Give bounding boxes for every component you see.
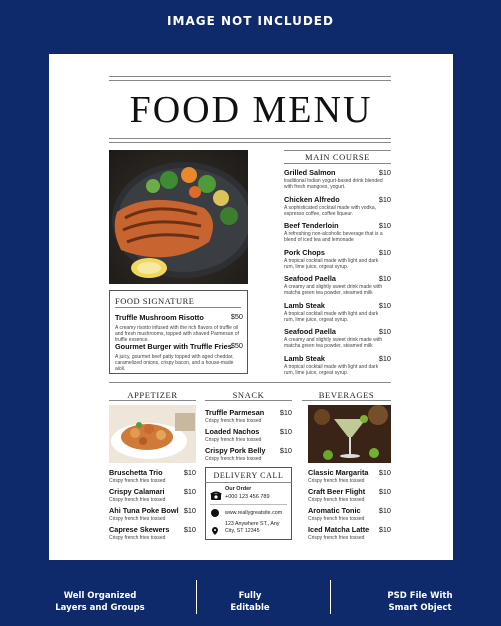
signature-item-name: Truffle Mushroom Risotto xyxy=(115,313,204,322)
snack-item-name: Loaded Nachos xyxy=(205,427,260,436)
appetizer-item-price: $10 xyxy=(183,506,196,515)
footer-divider xyxy=(330,580,331,614)
beverages-item-desc: Crispy french fries tossed xyxy=(308,497,365,503)
main_course-item-price: $10 xyxy=(378,194,391,204)
appetizer-item-price: $10 xyxy=(183,487,196,496)
main_course-item-desc: A refreshing non-alcoholic beverage that is a blend of iced tea and lemonade xyxy=(284,231,383,243)
location-pin-icon xyxy=(212,522,218,530)
delivery-heading: DELIVERY CALL xyxy=(213,471,284,480)
main_course-item-name: Beef Tenderloin xyxy=(284,221,339,230)
snack-heading: SNACK xyxy=(232,390,265,400)
snack-item-price: $10 xyxy=(279,408,292,417)
appetizer-heading: APPETIZER xyxy=(127,390,178,400)
globe-icon xyxy=(211,509,219,517)
appetizer-item-desc: Crispy french fries tossed xyxy=(109,478,166,484)
food-signature-heading: FOOD SIGNATURE xyxy=(115,296,195,306)
menu-title: FOOD MENU xyxy=(129,89,373,131)
main-course-rule-2 xyxy=(284,163,391,164)
appetizer-item-desc: Crispy french fries tossed xyxy=(109,497,166,503)
delivery-rule xyxy=(205,482,292,483)
menu-sheet xyxy=(49,54,453,560)
main_course-item-desc: A tropical cocktail made with light and dark rum, lime juice, orgeat syrup. xyxy=(284,257,379,270)
appetizer-item-name: Bruschetta Trio xyxy=(109,468,163,477)
main_course-item-price: $10 xyxy=(378,168,391,177)
footer-psd: PSD File With Smart Object xyxy=(387,591,453,613)
beverages-item-price: $10 xyxy=(378,506,391,515)
signature-rule xyxy=(115,307,241,308)
beverages-item-name: Classic Margarita xyxy=(308,468,369,477)
appetizer-item-desc: Crispy french fries tossed xyxy=(109,535,166,541)
salmon-photo xyxy=(109,150,248,284)
main_course-item-desc: A tropical cocktail made with light and dark rum, lime juice, orgeat syrup. xyxy=(284,363,379,376)
signature-item-name: Gourmet Burger with Truffle Fries xyxy=(115,342,232,351)
footer-editable: Fully Editable xyxy=(230,591,270,613)
snack-item-name: Crispy Pork Belly xyxy=(205,446,266,455)
appetizer-item-name: Ahi Tuna Poke Bowl xyxy=(109,506,179,515)
beverages-item-name: Craft Beer Flight xyxy=(308,487,366,496)
beverages-item-price: $10 xyxy=(378,487,391,496)
appetizer-item-price: $10 xyxy=(183,468,196,477)
delivery-divider xyxy=(210,504,287,505)
appetizer-item-name: Caprese Skewers xyxy=(109,525,170,534)
main_course-item-price: $10 xyxy=(378,274,391,283)
title-rule xyxy=(109,138,391,139)
lower-rule xyxy=(109,382,391,383)
main_course-item-desc: traditional Indian yogurt-based drink blended with fresh mangoes, yogurt. xyxy=(284,178,383,190)
phone-icon xyxy=(210,488,222,499)
appetizer-item-name: Crispy Calamari xyxy=(109,487,165,496)
beverages-item-name: Iced Matcha Latte xyxy=(308,525,370,534)
appetizer-item-price: $10 xyxy=(183,525,196,534)
appetizer-rule xyxy=(109,400,196,401)
main_course-item-price: $10 xyxy=(378,353,391,363)
signature-item-price: $50 xyxy=(230,341,243,350)
beverages-item-desc: Crispy french fries tossed xyxy=(308,535,365,541)
main_course-item-desc: A creamy and slightly sweet drink made with matcha green tea powder, steamed milk xyxy=(284,284,383,296)
main_course-item-name: Pork Chops xyxy=(284,247,325,257)
main_course-item-price: $10 xyxy=(378,221,391,230)
main_course-item-name: Grilled Salmon xyxy=(284,168,336,177)
main_course-item-price: $10 xyxy=(378,300,391,310)
image-not-included-banner: IMAGE NOT INCLUDED xyxy=(167,14,334,28)
beverages-rule xyxy=(302,400,391,401)
main_course-item-name: Lamb Steak xyxy=(284,353,325,363)
main_course-item-desc: A creamy and slightly sweet drink made with matcha green tea powder, steamed milk xyxy=(284,337,383,349)
top-rule-2 xyxy=(109,80,391,81)
snack-item-price: $10 xyxy=(279,427,292,436)
beverages-item-name: Aromatic Tonic xyxy=(308,506,361,515)
main-course-heading: MAIN COURSE xyxy=(305,152,370,162)
beverages-heading: BEVERAGES xyxy=(318,390,375,400)
website-link[interactable]: www.reallygreatsite.com xyxy=(225,510,283,516)
top-rule xyxy=(109,76,391,77)
title-rule-2 xyxy=(109,142,391,143)
signature-item-price: $50 xyxy=(230,312,243,321)
appetizer-item-desc: Crispy french fries tossed xyxy=(109,516,166,522)
snack-item-desc: Crispy french fries tossed xyxy=(205,456,262,462)
snack-item-price: $10 xyxy=(279,446,292,455)
snack-item-desc: Crispy french fries tossed xyxy=(205,418,262,424)
main_course-item-name: Seafood Paella xyxy=(284,274,336,283)
beverage-photo xyxy=(308,405,391,463)
main-course-rule xyxy=(284,150,391,151)
appetizer-photo xyxy=(109,405,196,463)
phone-number[interactable]: +000 123 456 789 xyxy=(225,494,270,500)
main_course-item-name: Chicken Alfredo xyxy=(284,194,340,204)
main_course-item-name: Lamb Steak xyxy=(284,300,325,310)
beverages-item-price: $10 xyxy=(378,525,391,534)
main_course-item-desc: A sophisticated cocktail made with vodka, espresso coffee, coffee liqueur. xyxy=(284,204,376,217)
main_course-item-name: Seafood Paella xyxy=(284,327,336,336)
main_course-item-desc: A tropical cocktail made with light and dark rum, lime juice, orgeat syrup. xyxy=(284,310,379,323)
signature-item-desc: A creamy risotto infused with the rich flavors of truffle oil and fresh mushrooms, topped with shaved Parmesan of truffle essence. xyxy=(115,325,239,343)
order-label: Our Order xyxy=(225,486,252,492)
snack-rule xyxy=(205,400,292,401)
beverages-item-price: $10 xyxy=(378,468,391,477)
main_course-item-price: $10 xyxy=(378,327,391,336)
footer-divider xyxy=(196,580,197,614)
signature-item-desc: A juicy, gourmet beef patty topped with aged cheddar, caramelized onions, crispy bacon, and a house-made aioli. xyxy=(115,354,234,372)
beverages-item-desc: Crispy french fries tossed xyxy=(308,478,365,484)
footer-layers: Well Organized Layers and Groups xyxy=(55,591,145,613)
snack-item-name: Truffle Parmesan xyxy=(205,408,265,417)
address-text: 123 Anywhere ST., Any City, ST 12345 xyxy=(225,521,280,534)
snack-item-desc: Crispy french fries tossed xyxy=(205,437,262,443)
beverages-item-desc: Crispy french fries tossed xyxy=(308,516,365,522)
main_course-item-price: $10 xyxy=(378,247,391,257)
